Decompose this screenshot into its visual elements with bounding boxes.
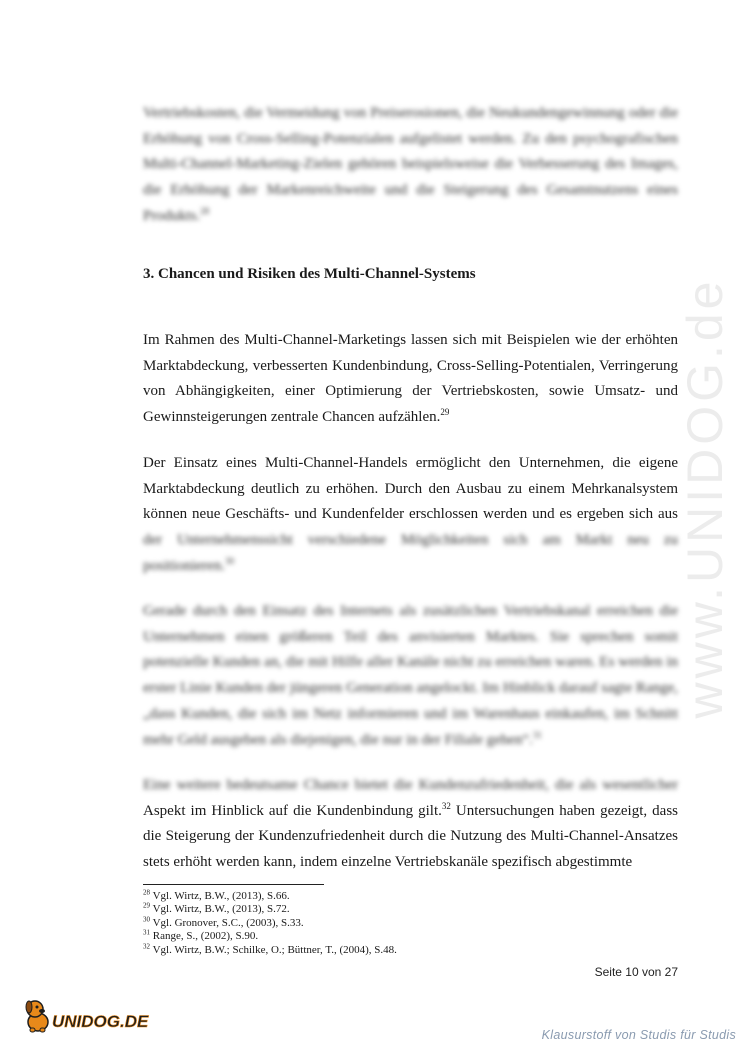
section-heading: 3. Chancen und Risiken des Multi-Channel-Systems (143, 266, 476, 282)
paragraph-chances: Im Rahmen des Multi-Channel-Marketings lassen sich mit Beispielen wie der erhöhten Marktabdeckung, verbesserten Kundenbindung, Cross-Selling-Potentialen, Verringerung von Abhängigkeiten, einer Optimierung der Vertriebskosten, sowie Umsatz- und Gewinnsteigerungen zentrale Chancen aufzählen.$^{29}$ (143, 332, 678, 426)
footnote-item: $^{31}$ Range, S., (2002), S.90. (143, 928, 259, 943)
footnote-divider (143, 884, 324, 885)
intro-paragraph-blurred: Vertriebskosten, die Vermeidung von Preiserosionen, die Neukundengewinnung oder die Erhöhung von Cross-Selling-Potenzialen aufgelistet werden. Zu den psychografischen Multi-Channel-Marketing-Zielen gehören beispielsweise die Verbesserung des Images, die Erhöhung der Markenreichweite und die Steigerung des Gesamtnutzens eines Produkts.$^{28}$ (143, 105, 678, 224)
paragraph-internet-blurred: Gerade durch den Einsatz des Internets als zusätzlichen Vertriebskanal erreichen die Unternehmen einen größeren Teil des anvisierten Marktes. Sie sprechen somit potenzielle Kunden an, die mit Hilfe aller Kanäle nicht zu erreichen waren. Es werden in erster Linie Kunden der jüngeren Generation angelockt. Im Hinblick darauf sagte Range, „dass Kunden, die sich im Netz informieren und im Warenhaus einkaufen, im Schnitt mehr Geld ausgeben als diejenigen, die nur in der Filiale gehen“.$^{31}$ (143, 603, 678, 748)
footnote-item: $^{29}$ Vgl. Wirtz, B.W., (2013), S.72. (143, 901, 290, 916)
footer-tagline: Klausurstoff von Studis für Studis (541, 1028, 736, 1042)
footnote-item: $^{30}$ Vgl. Gronover, S.C., (2003), S.33. (143, 915, 304, 929)
footnotes-list (143, 890, 397, 957)
blurred-text: Eine weitere bedeutsame Chance bietet die Kundenzufriedenheit, die als wesentlicher (143, 777, 678, 793)
paragraph-customer-satisfaction: Eine weitere bedeutsame Chance bietet die Kundenzufriedenheit, die als wesentlicher Aspekt im Hinblick auf die Kundenbindung gilt.$^{32}$ Untersuchungen haben gezeigt, dass die Steigerung der Kundenzufriedenheit durch die Nutzung des Multi-Channel-Ansatzes stets erhöht werden kann, indem einzelne Vertriebskanäle spezifisch abgestimmte (143, 777, 678, 871)
dog-mascot-icon (26, 1001, 48, 1032)
footnote-ref: 29 (440, 407, 450, 418)
footnote-ref: 32 (441, 800, 451, 811)
page-number: Seite 10 von 27 (594, 965, 678, 979)
footnote-item: $^{28}$ Vgl. Wirtz, B.W., (2013), S.66. (143, 888, 290, 902)
blurred-text: der Unternehmenssicht verschiedene Möglichkeiten sich am Markt neu zu positionieren.$^{30}$ (143, 532, 678, 574)
footnote-item: $^{32}$ Vgl. Wirtz, B.W.; Schilke, O.; Büttner, T., (2004), S.48. (143, 941, 397, 956)
svg-text:UNIDOG.DE: UNIDOG.DE (52, 1012, 149, 1031)
watermark-text: www.UNIDOG.de (677, 277, 733, 719)
unidog-logo[interactable] (22, 996, 162, 1036)
paragraph-market-coverage: Der Einsatz eines Multi-Channel-Handels ermöglicht den Unternehmen, die eigene Marktabdeckung deutlich zu erhöhen. Durch den Ausbau zu einem Mehrkanalsystem können neue Geschäfts- und Kundenfelder erschlossen werden und es ergeben sich aus der Unternehmenssicht verschiedene Möglichkeiten sich am Markt neu zu positionieren.$^{30}$ (143, 455, 678, 574)
